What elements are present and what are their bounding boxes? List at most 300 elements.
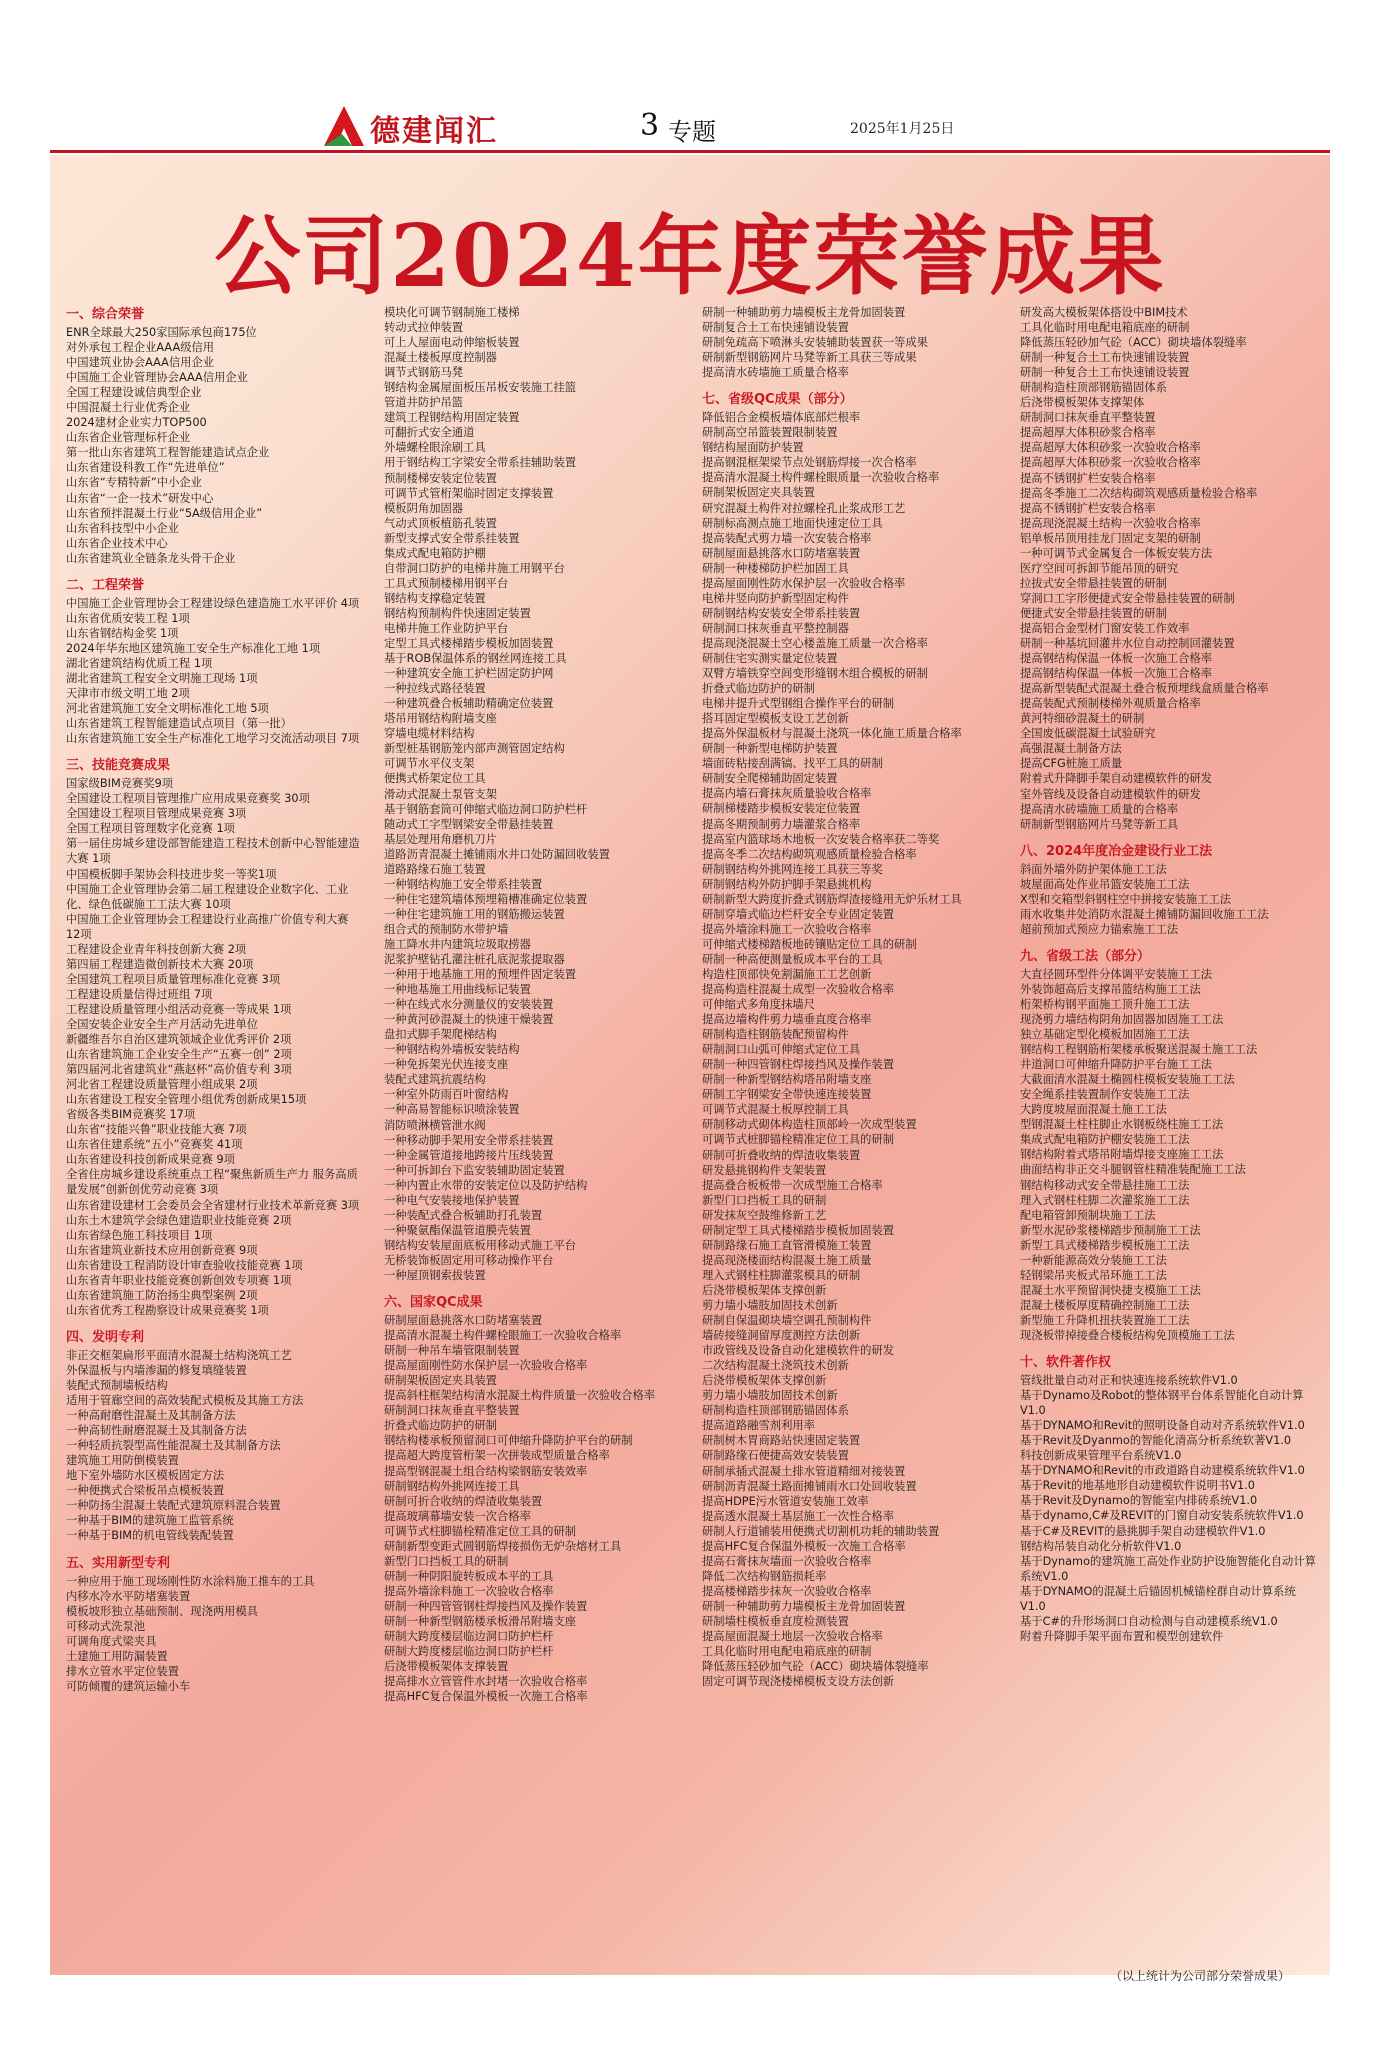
honor-item: 山东省建筑业新技术应用创新竞赛 9项 (66, 1243, 258, 1257)
honor-item: 山东省“技能兴鲁”职业技能大赛 7项 (66, 1123, 247, 1137)
honor-item: 模块化可调节钢制施工楼梯 (384, 306, 520, 319)
honor-item: 模板阴角加固器 (384, 501, 464, 515)
honor-item: 可翻折式安全通道 (384, 426, 475, 440)
honor-item: 山东省建设工程消防设计审查验收技能竞赛 1项 (66, 1258, 303, 1272)
honor-item: 一种住宅建筑墙体预埋箱槽准确定位装置 (384, 892, 588, 906)
honor-item: 大截面清水混凝土椭圆柱模板安装施工工法 (1020, 1073, 1235, 1087)
honor-item: 新型工具式楼梯踏步模板施工工法 (1020, 1238, 1190, 1252)
honor-item: 滑动式混凝土泵管支架 (384, 787, 497, 801)
honor-item: 道路沥青混凝土摊铺雨水井口处防漏回收装置 (384, 847, 610, 861)
honor-item: 研制一种基坑回灌井水位自动控制回灌装置 (1020, 637, 1235, 651)
honor-item: 研制一种楼梯防护栏加固工具 (702, 561, 849, 575)
honor-item: 提高边墙构件剪力墙垂直度合格率 (702, 1013, 872, 1027)
honor-item: 提高不锈钢扩栏安装合格率 (1020, 501, 1156, 515)
honor-item: 中国施工企业管理协会AAA信用企业 (66, 371, 248, 385)
section-heading: 六、国家QC成果 (384, 1295, 483, 1311)
honor-item: 一种可拆卸台下监安装辅助固定装置 (384, 1163, 565, 1177)
honor-item: 一种地基施工用曲线标记装置 (384, 983, 531, 997)
honor-item: 山东省预拌混凝土行业“5A级信用企业” (66, 506, 263, 520)
honor-item: 研制构造柱顶部钢筋锚固体系 (1020, 381, 1167, 395)
honor-item: 剪力墙小墙肢加固技术创新 (702, 1389, 838, 1403)
honor-item: 建筑施工用防倒模装置 (66, 1454, 179, 1468)
honor-item: 中国模板脚手架协会科技进步奖一等奖1项 (66, 867, 277, 881)
section-heading: 五、实用新型专利 (66, 1555, 171, 1571)
honor-item: 全国建设工程项目管理成果竞赛 3项 (66, 807, 247, 821)
honor-item: 研制梯楼踏步模板安装定位装置 (702, 802, 861, 816)
honor-item: 工具化临时用电配电箱底座的研制 (702, 1645, 872, 1659)
honor-item: 一种屋顶钢索拔装置 (384, 1269, 486, 1282)
issue-date: 2025年1月25日 (850, 121, 955, 137)
honor-item: 湖北省建筑结构优质工程 1项 (66, 656, 213, 670)
honor-item: 降低二次结构钢筋损耗率 (702, 1569, 827, 1583)
honor-item: 研制承插式混凝土排水管道精细对接装置 (702, 1464, 906, 1478)
honor-item: 外保温板与内墙渗漏的修复填缝装置 (66, 1363, 247, 1377)
honor-item: 研制新型大跨度折叠式钢筋焊渣接缝用无炉乐材工具 (702, 892, 962, 906)
honor-item: 研发抹灰空鼓维修新工艺 (702, 1208, 827, 1222)
honor-item: 基于Dynamo及Robot的整体钢平台体系智能化自动计算V1.0 (1020, 1389, 1304, 1418)
honor-item: 研制标高测点施工地面快速定位工具 (702, 516, 883, 530)
honor-item: 提高超厚大体积砂浆一次验收合格率 (1020, 441, 1201, 455)
honor-item: 一种轻质抗裂型高性能混凝土及其制备方法 (66, 1439, 281, 1453)
footnote: （以上统计为公司部分荣誉成果） (1110, 1969, 1291, 1983)
honor-item: 超前预加式预应力锚索施工工法 (1020, 922, 1179, 936)
honor-item: 提高叠合板板带一次成型施工合格率 (702, 1178, 883, 1192)
honor-item: 折叠式临边防护的研制 (384, 1419, 497, 1433)
honor-item: 一种高耐磨性混凝土及其制备方法 (66, 1409, 236, 1423)
section-heading: 十、软件著作权 (1020, 1355, 1112, 1371)
honor-item: 工程建设企业青年科技创新大赛 2项 (66, 942, 247, 956)
honor-item: 可调节水平仪支架 (384, 757, 475, 771)
honor-item: 研制钢结构外防护脚手架悬挑机构 (702, 877, 872, 891)
honor-item: 研制住宅实测实量定位装置 (702, 651, 838, 665)
honor-item: 市政管线及设备自动化建模软件的研发 (702, 1344, 895, 1358)
honor-item: 可调节式桩脚锚栓精准定位工具的研制 (702, 1133, 895, 1147)
honor-item: 提高排水立管管件水封堵一次验收合格率 (384, 1675, 588, 1689)
honor-item: 一种建筑叠合板辅助精确定位装置 (384, 697, 554, 711)
honor-item: 可移动式洗泵池 (66, 1619, 146, 1633)
honor-item: 提高超厚大体积砂浆一次验收合格率 (1020, 456, 1201, 470)
honor-item: 消防喷淋横管泄水阀 (384, 1118, 486, 1132)
honor-item: 提高冬季二次结构砌筑观感质量检验合格率 (702, 847, 917, 861)
honor-item: 研制屋面悬挑落水口防堵塞装置 (384, 1314, 543, 1328)
section-title: 专题 (668, 118, 716, 146)
honor-item: 研发悬挑钢构件支架装置 (702, 1163, 827, 1177)
honor-item: 配电箱管卸预制块施工工法 (1020, 1208, 1156, 1222)
feature-panel (50, 155, 1330, 1983)
honor-item: 构造柱顶部快免割漏施工工艺创新 (702, 967, 872, 981)
honor-item: 对外承包工程企业AAA级信用 (66, 341, 215, 355)
honor-item: 研制高空吊篮装置限制装置 (702, 426, 838, 440)
honor-item: 外装饰超高后支撑吊篮结构施工工法 (1020, 982, 1201, 996)
honor-item: ENR全球最大250家国际承包商175位 (66, 326, 257, 339)
honor-item: 黄河特细砂混凝土的研制 (1020, 712, 1145, 726)
honor-item: 研制自保温砌块墙空调孔预制构件 (702, 1314, 872, 1328)
honor-item: 内移水冷水平防堵塞装置 (66, 1589, 191, 1603)
honor-item: 研制构造柱钢筋装配预留构件 (702, 1028, 849, 1042)
honor-item: 塔吊用钢结构附墙支座 (384, 712, 497, 726)
honor-item: 钢结构附着式塔吊附墙焊接支座施工工法 (1020, 1148, 1224, 1162)
honor-item: 研制钢结构安装安全带系挂装置 (702, 606, 861, 620)
honor-item: 全国建筑工程项目质量管理标准化竞赛 3项 (66, 972, 281, 986)
honor-item: 研制新型钢筋网片马凳等新工具获三等成果 (702, 351, 917, 365)
honor-item: 钢结构安装屋面底板用移动式施工平台 (384, 1238, 577, 1252)
honor-item: 理入式钢柱柱脚二次灌浆施工工法 (1020, 1193, 1190, 1207)
honor-item: 提高斜柱框架结构清水混凝土构件质量一次验收合格率 (384, 1389, 656, 1403)
honor-item: 提高超厚大体积砂浆合格率 (1020, 426, 1156, 440)
honor-item: 研制架板固定夹具装置 (702, 486, 815, 500)
honor-item: 排水立管水平定位装置 (66, 1664, 179, 1678)
honor-item: 提高室内篮球场木地板一次安装合格率获二等奖 (702, 832, 940, 846)
honor-item: 土建施工用防漏装置 (66, 1649, 168, 1663)
honor-item: 一种在线式水分测量仪的安装装置 (384, 998, 554, 1012)
honor-item: 提高屋面混凝土地层一次验收合格率 (702, 1630, 883, 1644)
honor-item: 研制新型变距式圆钢筋焊接损伤无炉杂熔材工具 (384, 1539, 622, 1553)
honor-item: 可调节式管桁架临时固定支撑装置 (384, 486, 554, 500)
honor-item: 提高铝合金型材门窗安装工作效率 (1020, 621, 1190, 635)
honor-item: 钢结构支撑稳定装置 (384, 591, 486, 605)
honor-item: 研制可折叠收纳的焊渣收集装置 (702, 1148, 861, 1162)
honor-item: 提高钢结构保温一体板一次施工合格率 (1020, 652, 1213, 666)
honor-item: 全国工程项目管理数字化竞赛 1项 (66, 822, 235, 836)
honor-item: 研制构造柱顶部钢筋锚固体系 (702, 1404, 849, 1418)
honor-item: 山东省科技型中小企业 (66, 521, 179, 535)
honor-item: 研制工字钢梁安全带快速连接装置 (702, 1088, 872, 1102)
honor-item: 研制大跨度楼层临边洞口防护栏杆 (384, 1630, 554, 1644)
honor-item: 现浇板带掉接叠合楼板结构免顶模施工工法 (1020, 1329, 1235, 1342)
honor-item: 降低蒸压轻砂加气砼（ACC）砌块墙体裂缝率 (702, 1660, 929, 1674)
honor-item: 研制一种阴阳旋转板成本平的工具 (384, 1569, 554, 1583)
column-1 (66, 305, 366, 1694)
honor-item: 中国建筑业协会AAA信用企业 (66, 356, 215, 370)
honor-item: 剪力墙小墙肢加固技术创新 (702, 1299, 838, 1312)
honor-item: 安全绳系挂装置制作安装施工工法 (1020, 1088, 1190, 1102)
honor-item: 研制一种四管管钢柱焊接挡风及操作装置 (384, 1599, 588, 1613)
honor-item: 山东省建设科教工作“先进单位” (66, 461, 225, 475)
honor-item: 山东省建筑施工企业安全生产“五赛一创” 2项 (66, 1048, 292, 1062)
honor-item: 一种可调节式金属复合一体板安装方法 (1020, 546, 1213, 560)
honor-item: 新疆维吾尔自治区建筑领域企业优秀评价 2项 (66, 1033, 292, 1047)
honor-item: 型钢混凝土柱柱脚止水钢板绕柱施工工法 (1020, 1118, 1224, 1132)
honor-item: 可调节式混凝土板厚控制工具 (702, 1103, 849, 1117)
honor-item: 一种室外防雨百叶窗结构 (384, 1088, 509, 1102)
honor-item: 研制架板固定夹具装置 (384, 1374, 497, 1388)
honor-item: 研制一种辅助剪力墙模板主龙骨加固装置 (702, 306, 906, 319)
honor-item: 提高装配式剪力墙一次安装合格率 (702, 531, 872, 545)
honor-item: 2024建材企业实力TOP500 (66, 416, 207, 430)
honor-item: 研制沥青混凝土路面摊铺雨水口处回收装置 (702, 1479, 917, 1493)
honor-item: 模板坡形独立基础预制、现浇两用模具 (66, 1604, 259, 1618)
honor-item: 适用于管廊空间的高效装配式模板及其施工方法 (66, 1394, 304, 1408)
honor-item: 高强混凝土制备方法 (1020, 742, 1122, 756)
honor-item: 天津市市级文明工地 2项 (66, 687, 190, 701)
honor-item: 提高不锈钢扩栏安装合格率 (1020, 471, 1156, 485)
honor-item: 施工降水井内建筑垃圾取捞器 (384, 937, 531, 951)
honor-item: 提高清水混凝土构件螺栓眼质量一次验收合格率 (702, 471, 940, 485)
honor-item: 后浇带模板架体支撑创新 (702, 1283, 827, 1297)
honor-item: 非正交框架扁形平面清水混凝土结构浇筑工艺 (66, 1348, 292, 1362)
honor-item: 用于钢结构工字梁安全带系挂辅助装置 (384, 456, 577, 470)
honor-item: 基于Revit及Dynamo的智能室内排砖系统V1.0 (1020, 1494, 1258, 1508)
honor-item: 可上人屋面电动伸缩板装置 (384, 336, 520, 350)
honor-item: 穿洞口工字形便捷式安全带悬挂装置的研制 (1020, 591, 1235, 605)
honor-item: 电梯井施工作业防护平台 (384, 621, 509, 635)
honor-item: 提高现浇混凝土结构一次验收合格率 (1020, 516, 1201, 530)
column-2 (384, 305, 684, 1704)
honor-item: 铝单板吊顶用挂龙门固定支架的研制 (1020, 531, 1201, 545)
honor-item: 混凝土水平预留洞快捷支模施工工法 (1020, 1283, 1201, 1297)
honor-item: 装配式预制墙板结构 (66, 1379, 168, 1392)
masthead (0, 0, 1380, 150)
honor-item: 2024年华东地区建筑施工安全生产标准化工地 1项 (66, 641, 321, 655)
honor-item: 一种建筑安全施工护栏固定防护网 (384, 667, 554, 681)
honor-item: 管线批量自动对正和快速连接系统软件V1.0 (1020, 1374, 1238, 1388)
honor-item: 提高外墙涂料施工一次验收合格率 (384, 1584, 554, 1598)
honor-item: 一种防扬尘混凝土装配式建筑原料混合装置 (66, 1499, 281, 1513)
honor-item: 提高现浇混凝土空心楼盖施工质量一次合格率 (702, 636, 928, 650)
honor-item: 山东省建设工程安全管理小组优秀创新成果15项 (66, 1093, 307, 1107)
honor-item: 山东省建设科技创新成果竞赛 9项 (66, 1153, 235, 1167)
honor-item: 折叠式临边防护的研制 (702, 682, 815, 696)
honor-item: 提高CFG桩施工质量 (1020, 757, 1123, 771)
honor-item: 独立基础定型化模板加固施工工法 (1020, 1028, 1190, 1042)
section-heading: 四、发明专利 (66, 1329, 145, 1345)
honor-item: 集成式配电箱防护棚 (384, 546, 486, 560)
honor-item: 二次结构混凝土浇筑技术创新 (702, 1359, 849, 1373)
honor-item: 泥浆护壁钻孔灌注桩孔底泥浆提取器 (384, 953, 565, 967)
honor-item: 研制洞口山弧可伸缩式定位工具 (702, 1043, 861, 1057)
honor-item: X型和交箱型斜钢柱空中拼接安装施工工法 (1020, 892, 1232, 906)
honor-item: 提高新型装配式混凝土叠合板预埋线盒质量合格率 (1020, 682, 1269, 696)
honor-item: 组合式的预制防水带护墙 (384, 922, 509, 936)
honor-item: 研制洞口抹灰垂直平整装置 (1020, 411, 1156, 425)
section-heading: 一、综合荣誉 (66, 307, 145, 322)
honor-item: 固定可调节现浇楼梯模板支设方法创新 (702, 1675, 895, 1689)
honor-item: 可防倾覆的建筑运输小车 (66, 1679, 191, 1693)
honor-item: 提高外保温板材与混凝土浇筑一体化施工质量合格率 (702, 727, 962, 741)
honor-item: 研制一种新型电梯防护装置 (702, 742, 838, 756)
honor-item: 山东省绿色施工科技项目 1项 (66, 1228, 213, 1242)
honor-item: 可伸缩式楼梯踏板地砖镶贴定位工具的研制 (702, 937, 917, 951)
section-heading: 九、省级工法（部分） (1020, 948, 1151, 964)
honor-item: 第四届工程建造微创新技术大赛 20项 (66, 957, 254, 971)
section-heading: 八、2024年度冶金建设行业工法 (1020, 843, 1213, 859)
honor-item: 降低铝合金模板墙体底部烂根率 (702, 411, 861, 425)
honor-item: 提高石膏抹灰墙面一次验收合格率 (702, 1554, 872, 1568)
honor-item: 研制钢结构外挑网连接工具获三等奖 (702, 862, 883, 876)
honor-item: 基于钢筋套筒可伸缩式临边洞口防护栏杆 (384, 802, 588, 816)
honor-item: 提高清水砖墙施工质量的合格率 (1020, 802, 1179, 816)
honor-item: 提高冬期预制剪力墙灌浆合格率 (702, 817, 861, 831)
honor-item: 基于DYNAMO和Revit的市政道路自动建模系统软件V1.0 (1020, 1464, 1305, 1478)
column-4 (1020, 305, 1320, 1644)
page-number: 3 (640, 108, 660, 143)
honor-item: 外墙螺栓眼涂刷工具 (384, 441, 486, 455)
honor-item: 研制大跨度楼层临边洞口防护栏杆 (384, 1645, 554, 1659)
honor-item: 基于ROB保温体系的钢丝网连接工具 (384, 652, 567, 666)
honor-item: 研制一种四管钢柱焊接挡风及操作装置 (702, 1058, 895, 1072)
honor-item: 钢结构楼承板预留洞口可伸缩升降防护平台的研制 (384, 1434, 633, 1448)
honor-item: 提高透水混凝土基层施工一次性合格率 (702, 1509, 895, 1523)
honor-item: 后浇带模板架体支撑架体 (1020, 396, 1145, 410)
honor-item: 调节式钢筋马凳 (384, 366, 464, 380)
honor-item: 研制路缘石施工直管滑模施工装置 (702, 1238, 872, 1252)
honor-item: 新型门口挡板工具的研制 (702, 1193, 827, 1207)
honor-item: 基层处理用角磨机刀片 (384, 832, 497, 846)
section-heading: 七、省级QC成果（部分） (702, 392, 853, 408)
honor-item: 山东省“一企一技术”研发中心 (66, 491, 214, 505)
honor-item: 基于C#的升形场洞口自动检测与自动建模系统V1.0 (1020, 1614, 1278, 1628)
honor-item: 一种钢结构施工安全带系挂装置 (384, 877, 543, 891)
honor-item: 一种新能源高效分装施工工法 (1020, 1253, 1167, 1267)
honor-item: 提高清水混凝土构件螺栓眼施工一次验收合格率 (384, 1329, 622, 1343)
honor-item: 山东省建筑施工安全生产标准化工地学习交流活动项目 7项 (66, 732, 360, 746)
honor-item: 提高型钢混凝土组合结构梁钢筋安装效率 (384, 1464, 588, 1478)
honor-item: 提高屋面刚性防水保护层一次验收合格率 (702, 576, 906, 590)
honor-item: 科技创新成果管理平台系统V1.0 (1020, 1449, 1182, 1463)
honor-item: 一种住宅建筑施工用的钢筋搬运装置 (384, 907, 565, 921)
honor-item: 便捷式安全带悬挂装置的研制 (1020, 606, 1167, 620)
honor-item: 山东省“专精特新”中小企业 (66, 476, 202, 490)
honor-item: 一种装配式叠合板辅助打孔装置 (384, 1208, 543, 1222)
honor-item: 雨水收集井处消防水混凝土摊铺防漏回收施工工法 (1020, 907, 1269, 921)
honor-item: 后浇带模板架体支撑创新 (702, 1374, 827, 1388)
honor-item: 全国工程建设诚信典型企业 (66, 386, 202, 400)
honor-item: 曲面结构非正交斗腿钢管柱精准装配施工工法 (1020, 1163, 1246, 1177)
honor-item: 全国废低碳混凝土试验研究 (1020, 727, 1156, 741)
honor-item: 一种基于BIM的建筑施工监管系统 (66, 1514, 234, 1528)
honor-item: 提高装配式预制楼梯外观质量合格率 (1020, 697, 1201, 711)
honor-item: 提高钢结构保温一体板一次施工合格率 (1020, 667, 1213, 681)
honor-item: 基于DYNAMO的混凝土后锚固机械锚栓群自动计算系统V1.0 (1020, 1584, 1296, 1613)
honor-item: 提高楼梯踏步抹灰一次验收合格率 (702, 1584, 872, 1598)
honor-item: 一种钢结构外墙板安装结构 (384, 1043, 520, 1057)
honor-item: 降低蒸压轻砂加气砼（ACC）砌块墙体裂缝率 (1020, 336, 1247, 350)
honor-item: 提高HDPE污水管道安装施工效率 (702, 1494, 869, 1508)
honor-item: 基于Revit的地基地形自动建模软件说明书V1.0 (1020, 1479, 1255, 1493)
honor-item: 钢结构吊装自动化分析软件V1.0 (1020, 1539, 1182, 1553)
honor-item: 基于Dynamo的建筑施工高处作业防护设施智能化自动计算系统V1.0 (1020, 1554, 1316, 1583)
honor-item: 研制一种吊车墙管限制装置 (384, 1344, 520, 1358)
honor-item: 钢结构工程钢筋桁架楼承板聚送混凝土施工工法 (1020, 1043, 1258, 1057)
honor-item: 附着升降脚手架平面布置和模型创建软件 (1020, 1629, 1224, 1643)
honor-item: 提高钢混框架梁节点处钢筋焊接一次合格率 (702, 456, 917, 470)
honor-item: 提高超大跨度管桁架一次拼装成型质量合格率 (384, 1449, 610, 1463)
honor-item: 提高HFC复合保温外模板一次施工合格率 (384, 1690, 588, 1704)
honor-item: 研制穿墙式临边栏杆安全专业固定装置 (702, 907, 895, 921)
honor-item: 桁架桥构钢平面施工顶升施工工法 (1020, 997, 1190, 1011)
honor-item: 提高外墙涂料施工一次验收合格率 (702, 922, 872, 936)
honor-item: 附着式升降脚手架自动建模软件的研发 (1020, 772, 1213, 786)
honor-item: 混凝土楼板厚度精确控制施工工法 (1020, 1298, 1190, 1312)
honor-item: 工程建设质量管理小组活动竞赛一等成果 1项 (66, 1002, 292, 1016)
honor-item: 提高冬季施工二次结构砌筑观感质量检验合格率 (1020, 486, 1258, 500)
honor-item: 研制钢结构外挑网连接工具 (384, 1479, 520, 1493)
honor-item: 省级各类BIM竞赛奖 17项 (66, 1108, 196, 1122)
honor-item: 钢结构屋面防护装置 (702, 441, 804, 455)
honor-item: 研制墙柱模板垂直度检测装置 (702, 1614, 849, 1628)
honor-item: 墙面砖粘接刮满镐、找平工具的研制 (702, 757, 883, 771)
honor-item: 钢结构预制构件快速固定装置 (384, 606, 531, 620)
section-heading: 三、技能竞赛成果 (66, 758, 171, 774)
honor-item: 研制人行道铺装用便携式切割机功耗的辅助装置 (702, 1524, 940, 1538)
honor-item: 电梯井竖向防护新型固定构件 (702, 591, 849, 605)
honor-item: 工程建设质量信得过班组 7项 (66, 987, 213, 1001)
honor-item: 一种内置止水带的安装定位以及防护结构 (384, 1178, 588, 1192)
honor-item: 研制一种辅助剪力墙模板主龙骨加固装置 (702, 1599, 906, 1613)
honor-item: 穿墙电缆材料结构 (384, 727, 475, 741)
honor-item: 全省住房城乡建设系统重点工程“聚焦新质生产力 服务高质量发展”创新创优劳动竞赛 3项 (66, 1168, 358, 1197)
honor-item: 山东省建筑工程智能建造试点项目（第一批） (66, 717, 292, 731)
honor-item: 山东土木建筑学会绿色建造职业技能竞赛 2项 (66, 1213, 292, 1227)
honor-item: 一种基于BIM的机电管线装配装置 (66, 1529, 234, 1543)
honor-item: 一种应用于施工现场刚性防水涂料施工推车的工具 (66, 1574, 315, 1588)
honor-item: 研制一种复合土工布快速铺设装置 (1020, 351, 1190, 365)
honor-item: 研制洞口抹灰垂直平整装置 (384, 1404, 520, 1418)
honor-item: 研制新型钢筋网片马凳等新工具 (1020, 817, 1179, 831)
honor-item: 可伸缩式多角度抹墙尺 (702, 998, 815, 1012)
honor-item: 提高HFC复合保温外模板一次施工合格率 (702, 1539, 906, 1553)
honor-item: 山东省企业管理标杆企业 (66, 431, 191, 445)
honor-item: 研制路缘石便捷高效安装装置 (702, 1449, 849, 1463)
honor-item: 理入式钢柱柱脚灌浆模具的研制 (702, 1268, 861, 1282)
honor-item: 一种黄河砂混凝土的快速干燥装置 (384, 1013, 554, 1027)
honor-item: 新型支撑式安全带系挂装置 (384, 531, 520, 545)
honor-item: 研制一种高便测量板成本平台的工具 (702, 952, 883, 966)
honor-item: 一种拉线式路径装置 (384, 682, 486, 696)
honor-item: 山东省企业技术中心 (66, 536, 168, 550)
honor-item: 医疗空间可拆卸节能吊顶的研究 (1020, 561, 1179, 575)
honor-item: 研制树木胃商路站快速固定装置 (702, 1434, 861, 1448)
honor-item: 山东省建筑业全链条龙头骨干企业 (66, 551, 236, 565)
honor-item: 气动式顶板植筋孔装置 (384, 516, 497, 530)
honor-item: 现浇剪力墙结构阴角加固器加固施工工法 (1020, 1013, 1224, 1027)
column-3 (702, 305, 1002, 1689)
honor-item: 山东省优秀工程勘察设计成果竞赛奖 1项 (66, 1303, 269, 1317)
honor-item: 室外管线及设备自动建模软件的研发 (1020, 787, 1201, 801)
honor-item: 斜面外墙外防护架体施工工法 (1020, 862, 1167, 876)
honor-item: 山东省建筑施工防治扬尘典型案例 2项 (66, 1288, 258, 1302)
honor-item: 全国安装企业安全生产月活动先进单位 (66, 1017, 259, 1031)
honor-item: 湖北省建筑工程安全文明施工现场 1项 (66, 671, 258, 685)
honor-item: 自带洞口防护的电梯井施工用钢平台 (384, 561, 565, 575)
honor-item: 基于C#及REVIT的悬挑脚手架自动建模软件V1.0 (1020, 1524, 1266, 1538)
honor-item: 第一批山东省建筑工程智能建造试点企业 (66, 446, 270, 460)
honor-item: 研制免疏高下喷淋头安装辅助装置获一等成果 (702, 336, 928, 350)
honor-item: 提高内墙石膏抹灰质量验收合格率 (702, 787, 872, 801)
honor-item: 研制一种复合土工布快速铺设装置 (1020, 366, 1190, 380)
honor-item: 搭耳固定型模板支设工艺创新 (702, 712, 849, 726)
header-divider (50, 150, 1330, 153)
honor-item: 坡屋面高处作业吊篮安装施工工法 (1020, 877, 1190, 891)
honor-item: 研制定型工具式楼梯踏步模板加固装置 (702, 1223, 895, 1237)
honor-item: 建筑工程钢结构用固定装置 (384, 411, 520, 425)
honor-item: 转动式拉伸装置 (384, 321, 464, 335)
honor-item: 一种用于地基施工用的预埋件固定装置 (384, 968, 577, 982)
honor-item: 井道洞口可伸缩升降防护平台施工工法 (1020, 1058, 1213, 1072)
honor-item: 中国施工企业管理协会第二届工程建设企业数字化、工业化、绿色低碳施工工法大赛 10项 (66, 882, 349, 911)
honor-item: 地下室外墙防水区模板固定方法 (66, 1469, 225, 1483)
honor-item: 管道井防护吊篮 (384, 396, 464, 410)
honor-item: 双臂方墙铁穿空间变形缝钢木组合模板的研制 (702, 667, 928, 681)
honor-item: 定型工具式楼梯踏步模板加固装置 (384, 637, 554, 651)
honor-item: 一种高易智能标识喷涂装置 (384, 1103, 520, 1117)
honor-item: 拉拔式安全带悬挂装置的研制 (1020, 576, 1167, 590)
honor-item: 研制移动式砌体构造柱顶部岭一次成型装置 (702, 1118, 917, 1132)
honor-item: 集成式配电箱防护棚安装施工工法 (1020, 1133, 1190, 1147)
honor-item: 一种电气安装接地保护装置 (384, 1193, 520, 1207)
honor-item: 山东省青年职业技能竞赛创新创效专项赛 1项 (66, 1273, 292, 1287)
honor-item: 提高玻璃幕墙安装一次合格率 (384, 1509, 531, 1523)
